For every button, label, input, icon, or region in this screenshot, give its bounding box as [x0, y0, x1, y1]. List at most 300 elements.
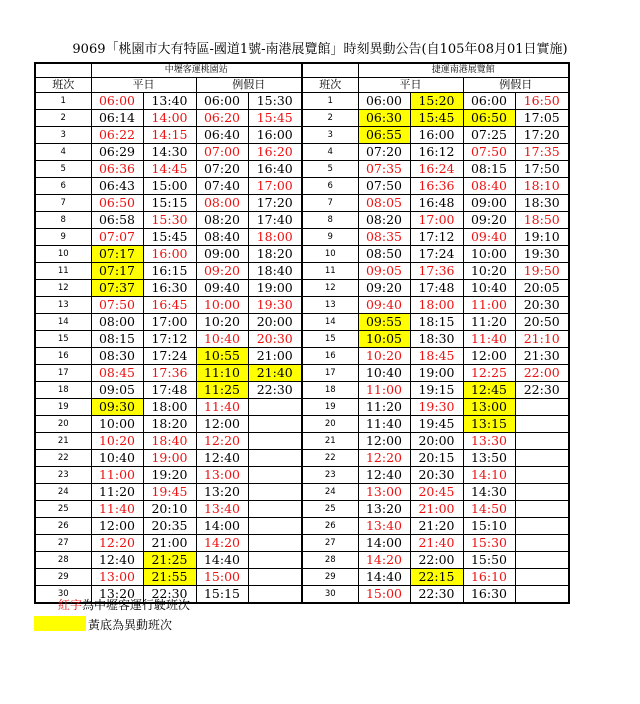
time-cell-right-holiday-1: 09:40: [463, 229, 515, 246]
time-cell-right-weekday-1: 13:20: [358, 501, 410, 518]
time-cell-right-holiday-1: 11:00: [463, 297, 515, 314]
time-cell-right-holiday-1: 15:30: [463, 535, 515, 552]
time-cell-right-weekday-1: 06:30: [358, 110, 410, 127]
time-cell-right-holiday-2: 22:00: [515, 365, 569, 382]
time-cell-left-weekday-1: 13:20: [91, 586, 143, 604]
time-cell-right-holiday-1: 08:15: [463, 161, 515, 178]
time-cell-left-weekday-2: 15:00: [143, 178, 196, 195]
time-cell-right-holiday-2: [515, 535, 569, 552]
run-number: 20: [35, 416, 91, 433]
time-cell-right-holiday-1: 16:30: [463, 586, 515, 604]
time-cell-left-holiday-1: 11:10: [196, 365, 248, 382]
time-cell-right-holiday-2: 17:50: [515, 161, 569, 178]
time-cell-left-weekday-2: 18:40: [143, 433, 196, 450]
time-cell-left-holiday-2: 18:40: [248, 263, 302, 280]
time-cell-right-weekday-1: 09:20: [358, 280, 410, 297]
time-cell-left-weekday-1: 08:00: [91, 314, 143, 331]
time-cell-left-holiday-1: 09:20: [196, 263, 248, 280]
time-cell-right-holiday-2: 21:30: [515, 348, 569, 365]
time-cell-left-weekday-1: 12:00: [91, 518, 143, 535]
table-row: [35, 484, 569, 501]
time-cell-right-weekday-1: 09:05: [358, 263, 410, 280]
time-cell-left-weekday-2: 14:30: [143, 144, 196, 161]
run-number: 10: [302, 246, 358, 263]
table-row: [35, 297, 569, 314]
time-cell-right-weekday-2: 21:40: [410, 535, 463, 552]
time-cell-left-weekday-1: 10:20: [91, 433, 143, 450]
time-cell-right-holiday-2: 20:50: [515, 314, 569, 331]
time-cell-left-holiday-2: 15:45: [248, 110, 302, 127]
time-cell-left-weekday-2: 15:15: [143, 195, 196, 212]
run-number: 18: [35, 382, 91, 399]
table-row: [35, 433, 569, 450]
time-cell-right-weekday-2: 19:15: [410, 382, 463, 399]
legend-red-marker: 紅字: [58, 598, 83, 612]
run-number: 9: [35, 229, 91, 246]
header-row-groups: [35, 63, 569, 78]
time-cell-left-holiday-1: 10:20: [196, 314, 248, 331]
run-number: 16: [302, 348, 358, 365]
time-cell-left-holiday-2: 21:00: [248, 348, 302, 365]
time-cell-right-weekday-1: 12:20: [358, 450, 410, 467]
time-cell-left-holiday-1: 06:00: [196, 93, 248, 110]
run-number: 7: [35, 195, 91, 212]
run-number: 1: [302, 93, 358, 110]
time-cell-right-weekday-2: 21:00: [410, 501, 463, 518]
time-cell-left-holiday-1: 08:00: [196, 195, 248, 212]
run-number: 20: [302, 416, 358, 433]
table-row: [35, 569, 569, 586]
run-number: 26: [302, 518, 358, 535]
time-cell-right-weekday-1: 07:35: [358, 161, 410, 178]
time-cell-right-holiday-2: [515, 569, 569, 586]
table-row: [35, 467, 569, 484]
run-number: 1: [35, 93, 91, 110]
time-cell-left-holiday-2: [248, 484, 302, 501]
table-row: [35, 212, 569, 229]
time-cell-left-weekday-1: 10:00: [91, 416, 143, 433]
time-cell-right-holiday-1: 16:10: [463, 569, 515, 586]
run-number: 27: [35, 535, 91, 552]
time-cell-right-holiday-1: 13:50: [463, 450, 515, 467]
time-cell-right-weekday-1: 10:20: [358, 348, 410, 365]
time-cell-left-holiday-1: 06:20: [196, 110, 248, 127]
time-cell-right-holiday-2: 20:05: [515, 280, 569, 297]
time-cell-left-holiday-2: [248, 467, 302, 484]
header-row-columns: [35, 78, 569, 93]
run-number: 17: [302, 365, 358, 382]
time-cell-right-weekday-2: 19:30: [410, 399, 463, 416]
time-cell-right-holiday-1: 13:00: [463, 399, 515, 416]
time-cell-left-weekday-2: 20:10: [143, 501, 196, 518]
time-cell-left-weekday-2: 16:00: [143, 246, 196, 263]
time-cell-left-weekday-2: 16:30: [143, 280, 196, 297]
run-number: 7: [302, 195, 358, 212]
time-cell-right-holiday-2: 16:50: [515, 93, 569, 110]
time-cell-right-weekday-1: 07:50: [358, 178, 410, 195]
time-cell-left-holiday-2: [248, 552, 302, 569]
time-cell-right-weekday-2: 17:48: [410, 280, 463, 297]
time-cell-right-weekday-2: 16:36: [410, 178, 463, 195]
time-cell-left-holiday-2: 17:00: [248, 178, 302, 195]
time-cell-left-weekday-2: 16:15: [143, 263, 196, 280]
time-cell-left-holiday-2: [248, 450, 302, 467]
time-cell-right-holiday-2: [515, 518, 569, 535]
time-cell-right-weekday-1: 14:40: [358, 569, 410, 586]
table-row: [35, 178, 569, 195]
run-number: 22: [35, 450, 91, 467]
time-cell-left-holiday-1: 08:40: [196, 229, 248, 246]
time-cell-right-holiday-2: 17:35: [515, 144, 569, 161]
time-cell-left-weekday-1: 06:00: [91, 93, 143, 110]
table-row: [35, 535, 569, 552]
run-number: 28: [302, 552, 358, 569]
time-cell-right-holiday-2: 17:20: [515, 127, 569, 144]
time-cell-right-weekday-2: 17:12: [410, 229, 463, 246]
time-cell-left-holiday-1: 13:00: [196, 467, 248, 484]
left-group-header: 中壢客運桃園站: [91, 63, 302, 78]
run-number: 23: [302, 467, 358, 484]
right-group-header: 捷運南港展覽館: [358, 63, 569, 78]
run-number: 5: [35, 161, 91, 178]
time-cell-left-weekday-1: 11:00: [91, 467, 143, 484]
weekday-header-left: 平日: [91, 78, 196, 93]
time-cell-left-weekday-1: 06:14: [91, 110, 143, 127]
time-cell-left-weekday-2: 13:40: [143, 93, 196, 110]
run-no-header-left: 班次: [35, 78, 91, 93]
time-cell-right-holiday-2: 22:30: [515, 382, 569, 399]
run-number: 30: [35, 586, 91, 604]
time-cell-right-holiday-2: 21:10: [515, 331, 569, 348]
time-cell-right-weekday-1: 13:00: [358, 484, 410, 501]
time-cell-right-weekday-2: 22:30: [410, 586, 463, 604]
time-cell-right-holiday-1: 15:50: [463, 552, 515, 569]
time-cell-right-holiday-1: 10:40: [463, 280, 515, 297]
run-number: 24: [302, 484, 358, 501]
time-cell-left-holiday-2: [248, 416, 302, 433]
run-number: 15: [302, 331, 358, 348]
time-cell-left-holiday-1: 07:00: [196, 144, 248, 161]
time-cell-left-weekday-1: 07:37: [91, 280, 143, 297]
time-cell-right-weekday-1: 12:00: [358, 433, 410, 450]
legend-yellow-text: 黃底為異動班次: [88, 618, 173, 632]
time-cell-right-weekday-2: 20:00: [410, 433, 463, 450]
table-row: [35, 246, 569, 263]
legend-yellow-row: [34, 614, 334, 634]
time-cell-right-holiday-1: 12:00: [463, 348, 515, 365]
time-cell-right-holiday-1: 09:20: [463, 212, 515, 229]
time-cell-left-weekday-2: 17:12: [143, 331, 196, 348]
run-number: 29: [302, 569, 358, 586]
page-title: 9069「桃園市大有特區-國道1號-南港展覽館」時刻異動公告(自105年08月01日實施): [72, 42, 568, 57]
time-cell-right-weekday-2: 21:20: [410, 518, 463, 535]
run-number: 22: [302, 450, 358, 467]
time-cell-right-holiday-2: [515, 416, 569, 433]
run-number: 25: [302, 501, 358, 518]
time-cell-right-weekday-2: 20:45: [410, 484, 463, 501]
time-cell-left-weekday-1: 07:07: [91, 229, 143, 246]
run-number: 28: [35, 552, 91, 569]
time-cell-right-holiday-1: 12:25: [463, 365, 515, 382]
run-number: 26: [35, 518, 91, 535]
time-cell-left-weekday-1: 07:50: [91, 297, 143, 314]
time-cell-right-weekday-1: 08:35: [358, 229, 410, 246]
run-number: 13: [302, 297, 358, 314]
time-cell-right-holiday-1: 06:50: [463, 110, 515, 127]
time-cell-left-holiday-2: [248, 518, 302, 535]
time-cell-left-holiday-2: 19:00: [248, 280, 302, 297]
run-number: 18: [302, 382, 358, 399]
run-number: 16: [35, 348, 91, 365]
time-cell-left-weekday-1: 06:50: [91, 195, 143, 212]
time-cell-left-holiday-1: 07:20: [196, 161, 248, 178]
time-cell-right-weekday-2: 18:15: [410, 314, 463, 331]
time-cell-right-holiday-2: [515, 433, 569, 450]
time-cell-left-weekday-2: 17:24: [143, 348, 196, 365]
time-cell-right-holiday-1: 11:20: [463, 314, 515, 331]
time-cell-left-weekday-1: 13:00: [91, 569, 143, 586]
run-number: 19: [35, 399, 91, 416]
time-cell-right-holiday-2: [515, 552, 569, 569]
time-cell-right-weekday-2: 16:12: [410, 144, 463, 161]
table-row: [35, 416, 569, 433]
time-cell-right-weekday-2: 18:00: [410, 297, 463, 314]
time-cell-left-weekday-2: 14:15: [143, 127, 196, 144]
time-cell-right-weekday-1: 10:40: [358, 365, 410, 382]
table-row: [35, 263, 569, 280]
time-cell-right-holiday-1: 11:40: [463, 331, 515, 348]
run-number: 17: [35, 365, 91, 382]
run-number: 8: [35, 212, 91, 229]
time-cell-left-weekday-1: 09:05: [91, 382, 143, 399]
time-cell-left-holiday-2: 19:30: [248, 297, 302, 314]
time-cell-left-holiday-2: 18:00: [248, 229, 302, 246]
time-cell-right-weekday-1: 11:40: [358, 416, 410, 433]
time-cell-right-holiday-2: [515, 399, 569, 416]
run-number: 11: [302, 263, 358, 280]
time-cell-left-holiday-1: 14:20: [196, 535, 248, 552]
time-cell-left-holiday-1: 08:20: [196, 212, 248, 229]
time-cell-right-holiday-2: 17:05: [515, 110, 569, 127]
time-cell-right-weekday-2: 17:36: [410, 263, 463, 280]
time-cell-left-weekday-2: 19:20: [143, 467, 196, 484]
time-cell-left-holiday-2: 20:30: [248, 331, 302, 348]
time-cell-right-weekday-1: 14:00: [358, 535, 410, 552]
time-cell-left-holiday-2: [248, 569, 302, 586]
time-cell-left-weekday-2: 21:55: [143, 569, 196, 586]
time-cell-left-holiday-2: 18:20: [248, 246, 302, 263]
time-cell-right-holiday-1: 14:10: [463, 467, 515, 484]
time-cell-left-holiday-1: 14:00: [196, 518, 248, 535]
time-cell-right-weekday-2: 15:45: [410, 110, 463, 127]
time-cell-right-holiday-2: 19:30: [515, 246, 569, 263]
time-cell-left-weekday-1: 11:20: [91, 484, 143, 501]
run-number: 8: [302, 212, 358, 229]
time-cell-right-holiday-1: 13:30: [463, 433, 515, 450]
time-cell-left-weekday-1: 08:15: [91, 331, 143, 348]
legend-red-text: 為中壢客運行駛班次: [82, 598, 191, 612]
run-no-header-right: 班次: [302, 78, 358, 93]
time-cell-left-holiday-1: 07:40: [196, 178, 248, 195]
time-cell-right-holiday-2: [515, 450, 569, 467]
run-number: 29: [35, 569, 91, 586]
time-cell-right-weekday-1: 13:40: [358, 518, 410, 535]
table-row: [35, 280, 569, 297]
run-number: 5: [302, 161, 358, 178]
time-cell-left-weekday-2: 20:35: [143, 518, 196, 535]
run-number: 6: [35, 178, 91, 195]
time-cell-right-weekday-2: 18:30: [410, 331, 463, 348]
run-number: 21: [302, 433, 358, 450]
run-number: 3: [35, 127, 91, 144]
time-cell-right-holiday-1: 07:50: [463, 144, 515, 161]
table-row: [35, 331, 569, 348]
time-cell-right-weekday-2: 22:00: [410, 552, 463, 569]
run-number: 23: [35, 467, 91, 484]
time-cell-left-holiday-1: 10:55: [196, 348, 248, 365]
time-cell-left-weekday-2: 18:00: [143, 399, 196, 416]
time-cell-left-holiday-2: 22:30: [248, 382, 302, 399]
time-cell-right-holiday-1: 10:20: [463, 263, 515, 280]
time-cell-right-holiday-2: 19:50: [515, 263, 569, 280]
run-number: 13: [35, 297, 91, 314]
time-cell-left-holiday-1: 11:40: [196, 399, 248, 416]
timetable-body: [35, 93, 569, 604]
time-cell-left-weekday-2: 14:45: [143, 161, 196, 178]
time-cell-right-holiday-2: 18:50: [515, 212, 569, 229]
time-cell-right-weekday-2: 22:15: [410, 569, 463, 586]
time-cell-right-weekday-2: 19:45: [410, 416, 463, 433]
run-number: 4: [302, 144, 358, 161]
time-cell-right-weekday-1: 08:20: [358, 212, 410, 229]
run-number: 9: [302, 229, 358, 246]
table-row: [35, 450, 569, 467]
run-number: 14: [35, 314, 91, 331]
table-row: [35, 314, 569, 331]
time-cell-left-holiday-1: 09:40: [196, 280, 248, 297]
time-cell-left-holiday-2: 15:30: [248, 93, 302, 110]
time-cell-right-holiday-1: 07:25: [463, 127, 515, 144]
time-cell-left-weekday-2: 14:00: [143, 110, 196, 127]
time-cell-left-holiday-2: 20:00: [248, 314, 302, 331]
time-cell-right-holiday-2: [515, 586, 569, 604]
holiday-header-left: 例假日: [196, 78, 302, 93]
time-cell-right-holiday-1: 09:00: [463, 195, 515, 212]
time-cell-right-holiday-2: [515, 484, 569, 501]
run-number: 24: [35, 484, 91, 501]
legend: [34, 594, 334, 634]
time-cell-right-holiday-1: 14:30: [463, 484, 515, 501]
legend-yellow-swatch: [34, 616, 86, 631]
time-cell-left-weekday-2: 15:30: [143, 212, 196, 229]
time-cell-left-holiday-2: [248, 501, 302, 518]
time-cell-left-weekday-1: 06:58: [91, 212, 143, 229]
time-cell-left-weekday-1: 06:36: [91, 161, 143, 178]
time-cell-right-holiday-2: [515, 501, 569, 518]
time-cell-left-holiday-2: 16:40: [248, 161, 302, 178]
time-cell-right-weekday-1: 14:20: [358, 552, 410, 569]
time-cell-right-weekday-2: 16:00: [410, 127, 463, 144]
time-cell-right-holiday-2: 19:10: [515, 229, 569, 246]
time-cell-right-holiday-1: 14:50: [463, 501, 515, 518]
time-cell-left-weekday-1: 06:29: [91, 144, 143, 161]
time-cell-left-holiday-1: 11:25: [196, 382, 248, 399]
time-cell-left-holiday-2: 17:20: [248, 195, 302, 212]
time-cell-right-weekday-2: 17:00: [410, 212, 463, 229]
time-cell-left-weekday-2: 15:45: [143, 229, 196, 246]
table-row: [35, 195, 569, 212]
time-cell-right-holiday-2: [515, 467, 569, 484]
time-cell-right-weekday-2: 19:00: [410, 365, 463, 382]
time-cell-left-holiday-1: 06:40: [196, 127, 248, 144]
time-cell-left-weekday-1: 10:40: [91, 450, 143, 467]
time-cell-left-weekday-1: 06:43: [91, 178, 143, 195]
time-cell-right-weekday-1: 15:00: [358, 586, 410, 604]
time-cell-right-weekday-1: 08:05: [358, 195, 410, 212]
run-number: 3: [302, 127, 358, 144]
run-number: 10: [35, 246, 91, 263]
run-number: 30: [302, 586, 358, 604]
time-cell-right-holiday-1: 10:00: [463, 246, 515, 263]
time-cell-left-holiday-1: 10:40: [196, 331, 248, 348]
time-cell-right-holiday-2: 18:30: [515, 195, 569, 212]
time-cell-left-holiday-1: 13:20: [196, 484, 248, 501]
time-cell-left-weekday-1: 12:40: [91, 552, 143, 569]
time-cell-left-weekday-1: 06:22: [91, 127, 143, 144]
time-cell-left-holiday-2: [248, 399, 302, 416]
run-number: 27: [302, 535, 358, 552]
time-cell-left-weekday-2: 21:00: [143, 535, 196, 552]
time-cell-left-weekday-1: 07:17: [91, 246, 143, 263]
time-cell-right-weekday-2: 16:48: [410, 195, 463, 212]
run-number: 25: [35, 501, 91, 518]
run-no-header-blank-right: [302, 63, 358, 78]
time-cell-left-holiday-1: 12:00: [196, 416, 248, 433]
time-cell-left-weekday-1: 11:40: [91, 501, 143, 518]
time-cell-left-weekday-2: 19:00: [143, 450, 196, 467]
time-cell-left-holiday-2: 16:20: [248, 144, 302, 161]
run-number: 2: [35, 110, 91, 127]
time-cell-left-weekday-2: 17:36: [143, 365, 196, 382]
time-cell-left-holiday-1: 12:20: [196, 433, 248, 450]
table-row: [35, 501, 569, 518]
time-cell-right-holiday-1: 08:40: [463, 178, 515, 195]
time-cell-left-weekday-2: 17:00: [143, 314, 196, 331]
time-cell-left-weekday-2: 19:45: [143, 484, 196, 501]
time-cell-left-holiday-1: 12:40: [196, 450, 248, 467]
time-cell-left-holiday-1: 15:15: [196, 586, 248, 604]
run-number: 19: [302, 399, 358, 416]
time-cell-right-weekday-2: 18:45: [410, 348, 463, 365]
time-cell-right-holiday-2: 18:10: [515, 178, 569, 195]
table-row: [35, 229, 569, 246]
time-cell-left-holiday-2: 17:40: [248, 212, 302, 229]
time-cell-right-weekday-1: 11:00: [358, 382, 410, 399]
time-cell-right-weekday-1: 12:40: [358, 467, 410, 484]
run-number: 21: [35, 433, 91, 450]
time-cell-left-weekday-2: 17:48: [143, 382, 196, 399]
timetable: [34, 62, 570, 604]
table-row: [35, 144, 569, 161]
table-row: [35, 127, 569, 144]
time-cell-right-weekday-1: 08:50: [358, 246, 410, 263]
time-cell-right-holiday-2: 20:30: [515, 297, 569, 314]
legend-red-line: [34, 596, 190, 613]
table-row: [35, 518, 569, 535]
time-cell-right-weekday-2: 16:24: [410, 161, 463, 178]
time-cell-right-holiday-1: 13:15: [463, 416, 515, 433]
time-cell-right-weekday-1: 07:20: [358, 144, 410, 161]
